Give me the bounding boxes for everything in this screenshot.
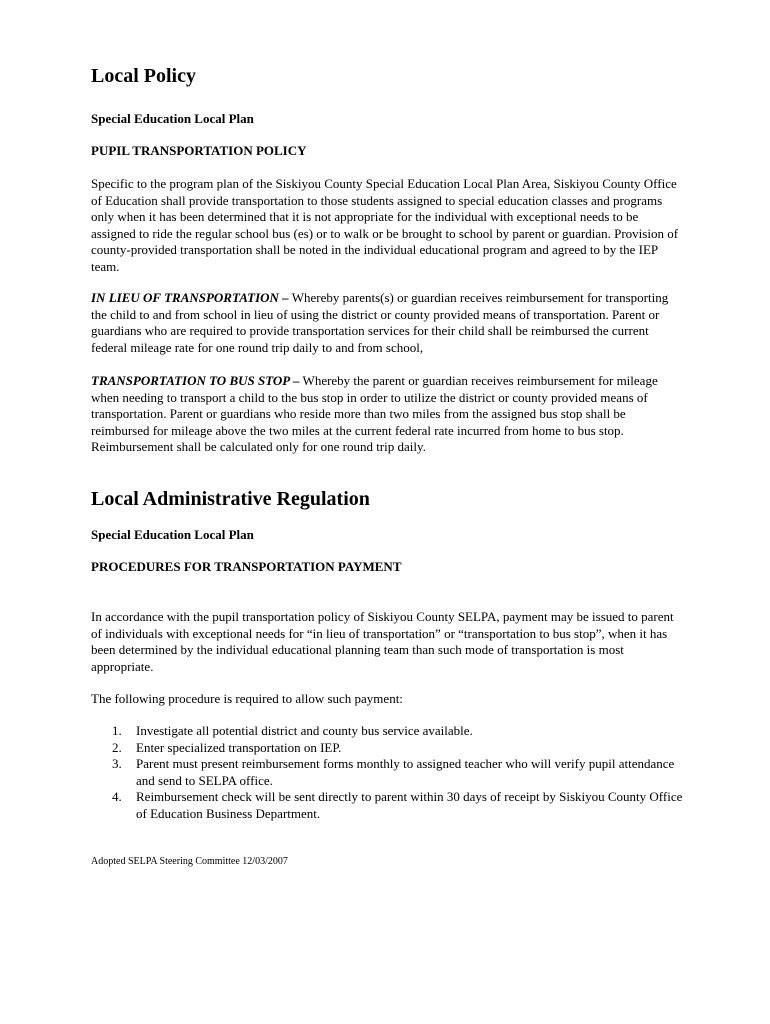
regulation-heading: Local Administrative Regulation [91, 488, 370, 510]
policy-title: PUPIL TRANSPORTATION POLICY [91, 143, 307, 158]
regulation-subheading: Special Education Local Plan [91, 527, 254, 542]
policy-intro-paragraph: Specific to the program plan of the Siskiyou County Special Education Local Plan Area, Siskiyou County Office of Education shall provide transportation to those students assigned to special education classes and programs only when it has been determined that it is not appropriate for the individual with exceptional needs to be assigned to ride the regular school bus (es) or to walk or be brought to school by parent or guardian. Provision of county-provided transportation shall be noted in the individual educational program and agreed to by the IEP team. [91, 176, 679, 274]
procedure-intro: The following procedure is required to allow such payment: [91, 691, 403, 706]
procedure-list [91, 723, 691, 823]
adoption-footer: Adopted SELPA Steering Committee 12/03/2007 [91, 856, 288, 867]
bus-stop-lead: TRANSPORTATION TO BUS STOP – [91, 373, 300, 388]
in-lieu-text: Whereby parents(s) or guardian receives reimbursement for transporting the child to and from school in lieu of using the district or county provided means of transportation. Parent or guardians who are required to provide transportation services for their child shall be reimbursed the current federal mileage rate for one round trip daily to and from school, [91, 290, 669, 355]
in-lieu-lead: IN LIEU OF TRANSPORTATION – [91, 290, 289, 305]
policy-subheading: Special Education Local Plan [91, 111, 254, 126]
procedure-step: 2. Enter specialized transportation on IEP. [112, 739, 342, 755]
bus-stop-text: Whereby the parent or guardian receives reimbursement for mileage when needing to transport a child to the bus stop in order to utilize the district or county provided means of transportation. Parent or guardians who reside more than two miles from the assigned bus stop shall be reimbursed for mileage above the two miles at the current federal rate incurred from home to bus stop. Reimbursement shall be calculated only for one round trip daily. [91, 373, 658, 455]
procedure-step: 3. Parent must present reimbursement forms monthly to assigned teacher who will verify pupil attendance and send to SELPA office. [112, 756, 675, 788]
bus-stop-paragraph [91, 373, 681, 456]
procedure-step: 4. Reimbursement check will be sent directly to parent within 30 days of receipt by Siskiyou County Office of Education Business Department. [112, 789, 683, 821]
regulation-title: PROCEDURES FOR TRANSPORTATION PAYMENT [91, 559, 402, 574]
procedure-step: 1. Investigate all potential district and county bus service available. [112, 723, 473, 738]
regulation-intro-paragraph: In accordance with the pupil transportation policy of Siskiyou County SELPA, payment may be issued to parent of individuals with exceptional needs for “in lieu of transportation” or “transportation to bus stop”, when it has been determined by the individual educational planning team than such mode of transportation is most appropriate. [91, 609, 674, 674]
in-lieu-paragraph [91, 290, 681, 356]
policy-heading: Local Policy [91, 65, 196, 87]
